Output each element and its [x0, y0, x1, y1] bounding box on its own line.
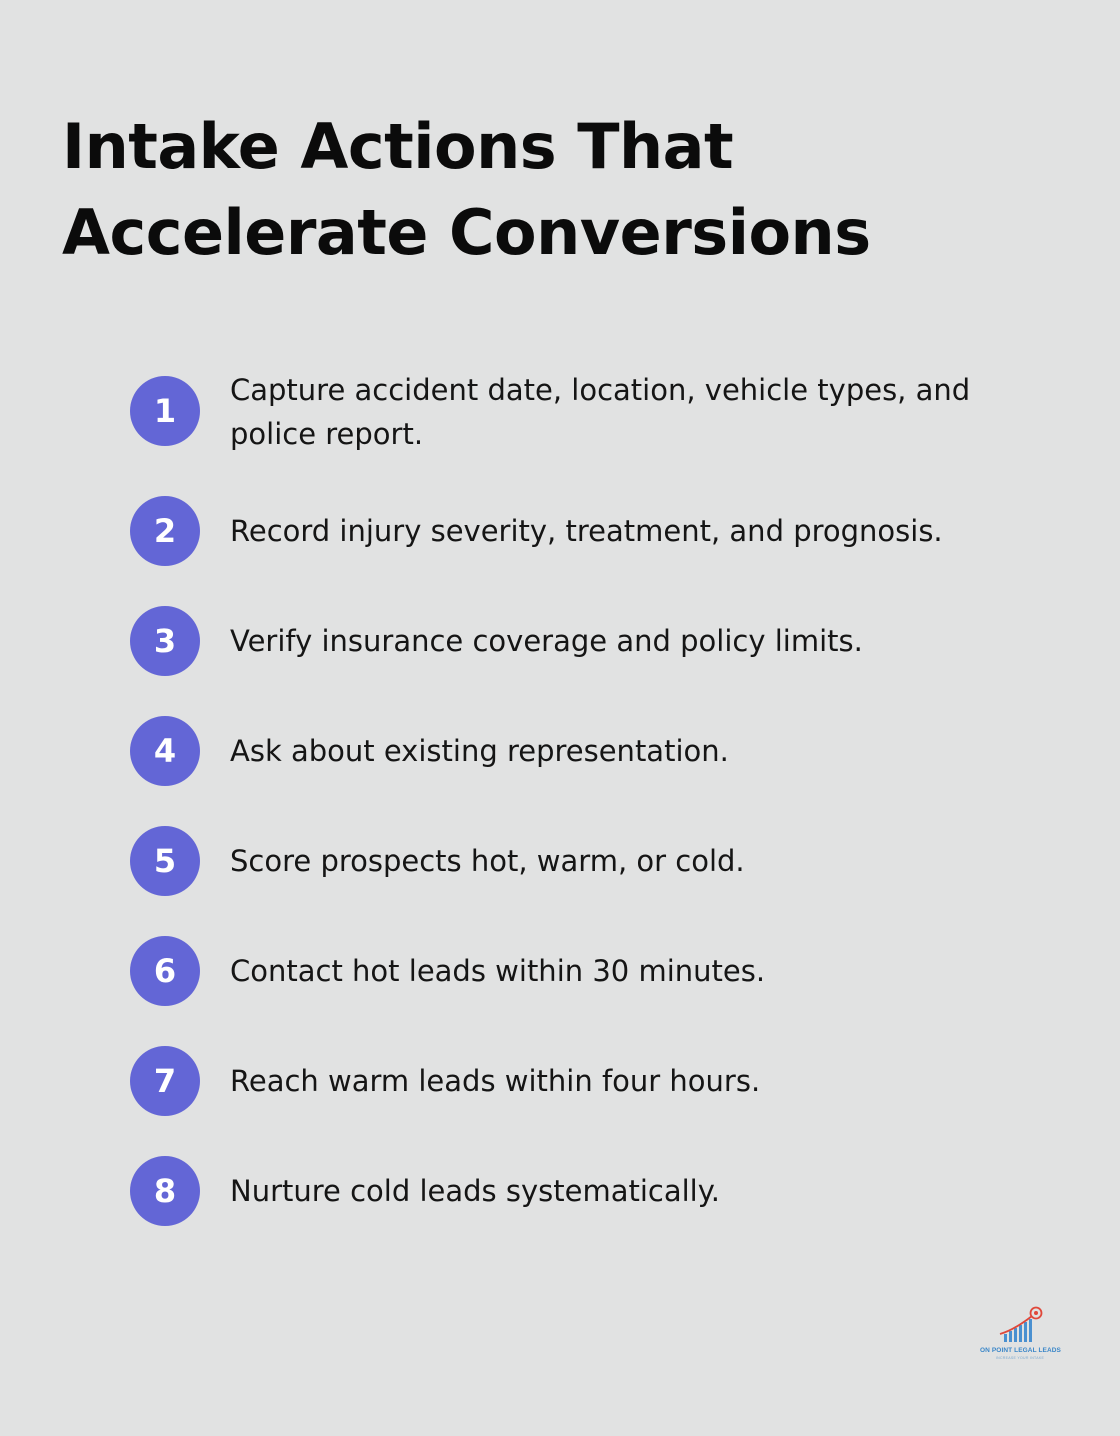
list-item [130, 716, 1030, 786]
logo [980, 1306, 1060, 1362]
list-item [130, 373, 1030, 451]
bar-chart-target-icon [996, 1306, 1044, 1346]
steps-list [130, 0, 1030, 1436]
step-number-badge: 7 [130, 1046, 200, 1116]
list-item [130, 606, 1030, 676]
logo-name: ON POINT LEGAL LEADS [980, 1347, 1061, 1354]
step-text: Contact hot leads within 30 minutes. [230, 954, 766, 988]
step-text: Score prospects hot, warm, or cold. [230, 844, 745, 878]
page-title: Intake Actions That Accelerate Conversions [62, 110, 871, 269]
step-number-badge: 1 [130, 376, 200, 446]
step-number-badge: 2 [130, 496, 200, 566]
step-number-badge: 3 [130, 606, 200, 676]
list-item [130, 1156, 1030, 1226]
step-number-badge: 6 [130, 936, 200, 1006]
step-text: Nurture cold leads systematically. [230, 1174, 720, 1208]
step-text: Capture accident date, location, vehicle types, and police report. [230, 373, 971, 451]
list-item [130, 936, 1030, 1006]
list-item [130, 1046, 1030, 1116]
step-number-badge: 8 [130, 1156, 200, 1226]
step-text: Record injury severity, treatment, and prognosis. [230, 514, 943, 548]
step-number-badge: 5 [130, 826, 200, 896]
step-text: Ask about existing representation. [230, 734, 729, 768]
step-text: Verify insurance coverage and policy limits. [230, 624, 863, 658]
step-text: Reach warm leads within four hours. [230, 1064, 761, 1098]
list-item [130, 496, 1030, 566]
list-item [130, 826, 1030, 896]
logo-tagline: INCREASE YOUR INTAKE [995, 1356, 1045, 1360]
step-number-badge: 4 [130, 716, 200, 786]
